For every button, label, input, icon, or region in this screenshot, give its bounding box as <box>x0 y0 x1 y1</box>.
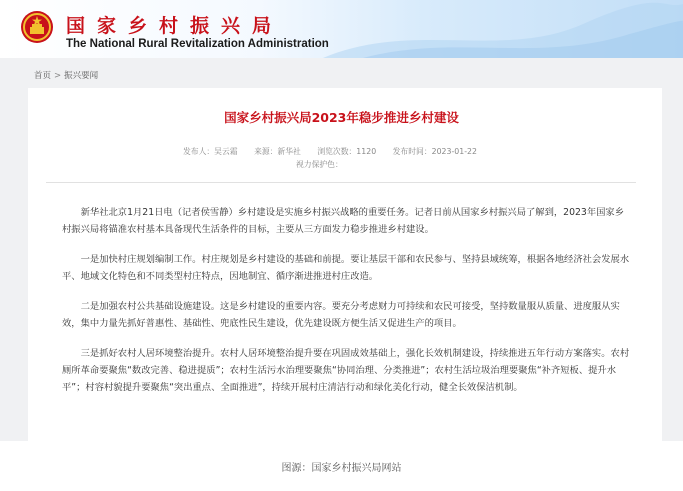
article-date: 发布时间：2023-01-22 <box>392 147 477 156</box>
article-title: 国家乡村振兴局2023年稳步推进乡村建设 <box>224 110 459 125</box>
article-body <box>62 204 630 409</box>
article-author: 发布人：吴云霜 <box>183 147 238 156</box>
site-header <box>0 0 683 58</box>
breadcrumb-separator: > <box>54 71 62 81</box>
breadcrumb-home-link[interactable]: 首页 <box>34 71 52 81</box>
article-paragraph: 一是加快村庄规划编制工作。村庄规划是乡村建设的基础和前提。要让基层干部和农民参与、坚持县域统筹，根据各地经济社会发展水平、地域文化特色和不同类型村庄特点，因地制宜、循序渐进推进村庄改造。 <box>62 254 630 282</box>
eye-protection-color-selector[interactable]: 视力保护色： <box>296 160 343 169</box>
header-wave-decoration <box>323 0 683 58</box>
site-title-cn[interactable]: 国家乡村振兴局 <box>66 15 284 37</box>
image-source-caption: 图源：国家乡村振兴局网站 <box>281 463 402 474</box>
article-meta <box>183 146 491 157</box>
article-paragraph: 新华社北京1月21日电（记者侯雪静）乡村建设是实施乡村振兴战略的重要任务。记者日前从国家乡村振兴局了解到，2023年国家乡村振兴局将锚准农村基本具备现代生活条件的目标，主要从三方面发力稳步推进乡村建设。 <box>62 207 625 235</box>
breadcrumb <box>34 69 98 81</box>
article-paragraph: 三是抓好农村人居环境整治提升。农村人居环境整治提升要在巩固成效基础上，强化长效机制建设，持续推进五年行动方案落实。农村厕所革命要聚焦“数改完善、稳进提质”；农村生活污水治理要聚焦“协同治理、分类推进”；农村生活垃圾治理要聚焦“补齐短板、提升水平”；村容村貌提升要聚焦“突出重点、全面推进”，持续开展村庄清洁行动和绿化美化行动，健全长效保洁机制。 <box>62 348 630 393</box>
article-paragraph: 二是加强农村公共基础设施建设。这是乡村建设的重要内容。要充分考虑财力可持续和农民可接受，坚持数量服从质量、进度服从实效，集中力量先抓好普惠性、基础性、兜底性民生建设，优先建设既方便生活又促进生产的项目。 <box>62 301 620 329</box>
article-views: 浏览次数：1120 <box>317 147 377 156</box>
breadcrumb-current-link[interactable]: 振兴要闻 <box>64 71 99 81</box>
title-divider <box>46 182 636 183</box>
article-source: 来源：新华社 <box>254 147 301 156</box>
national-emblem-icon[interactable] <box>20 10 54 44</box>
site-title-en[interactable]: The National Rural Revitalization Administration <box>66 38 329 50</box>
